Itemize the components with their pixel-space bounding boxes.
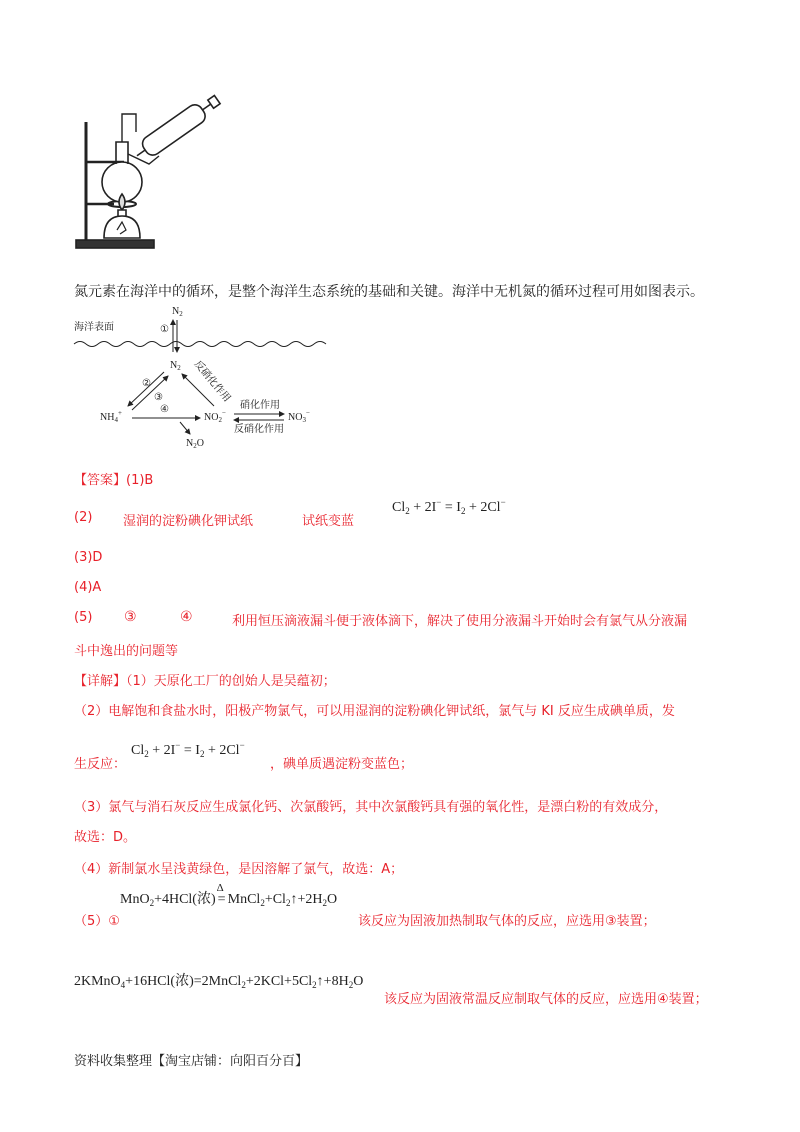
answer-2-num: (2) — [74, 510, 93, 525]
stand-base — [76, 240, 154, 248]
answer-5-choice-3: ③ — [124, 609, 137, 625]
alcohol-lamp — [104, 216, 140, 238]
nitrification-label: 硝化作用 — [240, 400, 280, 411]
detail-3-line-2: 故选：D。 — [74, 830, 137, 845]
detail-6-text: 该反应为固液常温反应制取气体的反应，应选用④装置； — [384, 992, 708, 1007]
chlorine-iodide-equation-answer: $Cl_2 + 2I^- = I_2 + 2Cl^-$ — [392, 497, 506, 516]
detail-5-prefix: （5）① — [74, 914, 120, 929]
denitrification-diagonal-label: 反硝化作用 — [191, 358, 233, 405]
apparatus-diagram — [74, 92, 234, 252]
step-3-label: ③ — [154, 392, 163, 403]
answer-2-reagent: 湿润的淀粉碘化钾试纸 — [123, 514, 254, 529]
detail-2-suffix: ，碘单质遇淀粉变蓝色； — [270, 757, 414, 772]
intro-paragraph: 氮元素在海洋中的循环，是整个海洋生态系统的基础和关键。海洋中无机氮的循环过程可用如图表示。 — [74, 284, 704, 300]
n2-top-label: $N_2$ — [172, 306, 183, 318]
ocean-surface-line — [74, 342, 326, 347]
answer-3: (3)D — [74, 550, 103, 565]
no2-label: $NO_2^-$ — [204, 409, 226, 424]
chlorine-iodide-equation-detail: $Cl_2 + 2I^- = I_2 + 2Cl^-$ — [131, 740, 245, 759]
answer-5-choice-4: ④ — [180, 609, 193, 625]
answer-5-line-1: 利用恒压滴液漏斗便于液体滴下，解决了使用分液漏斗开始时会有氯气从分液漏 — [232, 614, 688, 629]
detail-4: （4）新制氯水呈浅黄绿色，是因溶解了氯气，故选：A； — [74, 862, 404, 877]
answer-line-1 — [74, 469, 153, 488]
n2-mid-label: $N_2$ — [170, 360, 181, 372]
answer-5-line-2: 斗中逸出的问题等 — [74, 644, 179, 659]
answer-label: 【答案】 — [74, 473, 127, 488]
answer-2-result: 试纸变蓝 — [302, 514, 355, 529]
detail-2-prefix: 生反应： — [74, 757, 127, 772]
detail-1: （1）天原化工厂的创始人是吴蕴初； — [126, 674, 336, 689]
step-4-label: ④ — [160, 404, 169, 415]
answer-1: (1)B — [126, 473, 154, 488]
nitrogen-cycle-diagram — [72, 302, 328, 452]
denitrification-label: 反硝化作用 — [234, 424, 284, 435]
answer-5-num: (5) — [74, 610, 93, 625]
detail-label: 【详解】 — [74, 674, 127, 689]
detail-2-line-1: （2）电解饱和食盐水时，阳极产物氯气，可以用湿润的淀粉碘化钾试纸，氯气与 KI 反应生成碘单质，发 — [74, 704, 675, 719]
mno2-hcl-equation: MnO$_2$+4HCl(浓) Δ = $MnCl_2+Cl_2↑+2H_2O$ — [120, 882, 338, 908]
kmno4-hcl-equation: 2KMnO$_4$+16HCl(浓)$=2MnCl_2+2KCl+5Cl_2↑+8H_2O$ — [74, 974, 364, 990]
detail-5-text: 该反应为固液加热制取气体的反应，应选用③装置； — [358, 914, 656, 929]
no3-label: $NO_3^-$ — [288, 409, 310, 424]
answer-4: (4)A — [74, 580, 102, 595]
step-2-label: ② — [142, 378, 151, 389]
dropping-funnel — [139, 102, 208, 159]
nh4-label: $NH_4^+$ — [100, 409, 122, 424]
n2o-label: $N_2O$ — [186, 438, 204, 450]
step-1-label: ① — [160, 324, 169, 335]
detail-3-line-1: （3）氯气与消石灰反应生成氯化钙、次氯酸钙，其中次氯酸钙具有强的氧化性，是漂白粉的有效成分， — [74, 800, 668, 815]
detail-line-1 — [74, 670, 336, 689]
ocean-surface-label: 海洋表面 — [74, 322, 114, 333]
footer-text: 资料收集整理【淘宝店铺：向阳百分百】 — [74, 1054, 309, 1069]
